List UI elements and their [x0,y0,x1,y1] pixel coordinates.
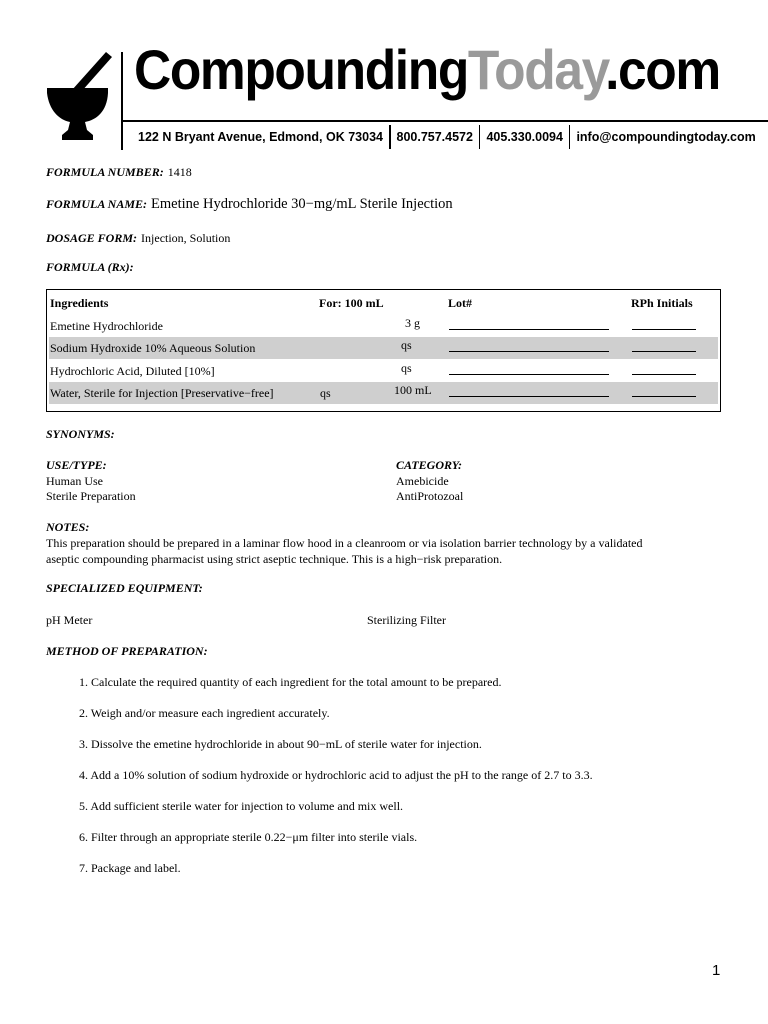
equipment-label: SPECIALIZED EQUIPMENT: [46,581,203,595]
lot-number-blank[interactable] [449,396,609,397]
ingredients-table [46,289,721,412]
method-step: 5. Add sufficient sterile water for injection to volume and mix well. [79,799,404,813]
method-step: 6. Filter through an appropriate sterile 0.22−μm filter into sterile vials. [79,830,418,844]
formula-name-field [46,195,453,213]
brand-name [134,38,720,101]
contact-phone-1: 800.757.4572 [396,130,473,144]
contact-email[interactable]: info@compoundingtoday.com [576,130,756,144]
ingredient-name: Emetine Hydrochloride [50,319,163,333]
use-type-value: Human Use [46,473,103,488]
use-type-block [46,458,136,505]
brand-name-suffix: .com [605,38,720,101]
column-header-ingredients: Ingredients [50,296,109,310]
rph-initials-blank[interactable] [632,329,696,330]
use-type-value: Sterile Preparation [46,489,136,503]
ingredient-name: Hydrochloric Acid, Diluted [10%] [50,364,215,378]
ingredient-name: Sodium Hydroxide 10% Aqueous Solution [50,341,256,355]
notes-label: NOTES: [46,520,90,534]
lot-number-blank[interactable] [449,351,609,352]
brand-name-part1: Compounding [134,38,468,101]
category-label: CATEGORY: [396,458,463,472]
method-step: 3. Dissolve the emetine hydrochloride in about 90−mL of sterile water for injection. [79,737,482,751]
table-row [49,360,718,382]
formula-rx-label: FORMULA (Rx): [46,260,134,274]
equipment-item: Sterilizing Filter [367,613,446,627]
column-header-quantity: For: 100 mL [319,296,384,310]
dosage-form-field [46,229,230,247]
ingredient-amount: qs [401,338,412,352]
notes-text-line: aseptic compounding pharmacist using strict aseptic technique. This is a high−risk preparation. [46,552,503,566]
category-value: Amebicide [396,473,449,488]
rph-initials-blank[interactable] [632,396,696,397]
rph-initials-blank[interactable] [632,374,696,375]
table-row [49,315,718,337]
contact-phone-2: 405.330.0094 [486,130,563,144]
dosage-form-label: DOSAGE FORM: [46,231,138,245]
contact-address: 122 N Bryant Avenue, Edmond, OK 73034 [138,130,383,144]
lot-number-blank[interactable] [449,374,609,375]
ingredient-name: Water, Sterile for Injection [Preservative−free] [50,386,274,400]
ingredient-amount: 100 mL [394,383,432,397]
notes-block [46,519,642,567]
header-divider [121,52,123,150]
formula-name-label: FORMULA NAME: [46,197,148,211]
page-number: 1 [712,962,721,979]
synonyms-label: SYNONYMS: [46,427,115,441]
ingredient-qs: qs [320,386,331,400]
column-header-lot: Lot# [448,296,472,310]
ingredient-amount: qs [401,361,412,375]
use-type-label: USE/TYPE: [46,458,107,472]
contact-bar [138,124,762,150]
category-value: AntiProtozoal [396,489,464,503]
mortar-pestle-logo-icon [44,50,116,153]
table-row [49,382,718,404]
notes-text-line: This preparation should be prepared in a laminar flow hood in a cleanroom or via isolation barrier technology by a validated [46,536,643,550]
rph-initials-blank[interactable] [632,351,696,352]
header-rule [122,120,768,122]
method-step: 7. Package and label. [79,861,181,875]
category-block [396,458,463,505]
method-label: METHOD OF PREPARATION: [46,644,208,658]
brand-name-accent: Today [467,38,606,101]
lot-number-blank[interactable] [449,329,609,330]
equipment-item: pH Meter [46,613,93,627]
ingredient-amount: 3 g [405,316,420,330]
table-row [49,337,718,359]
method-step: 2. Weigh and/or measure each ingredient accurately. [79,706,330,720]
column-header-rph-initials: RPh Initials [631,296,693,310]
formula-name-value: Emetine Hydrochloride 30−mg/mL Sterile Injection [151,196,453,212]
formula-number-field [46,163,192,181]
method-step: 1. Calculate the required quantity of each ingredient for the total amount to be prepared. [79,675,502,689]
dosage-form-value: Injection, Solution [141,231,231,245]
method-step: 4. Add a 10% solution of sodium hydroxide or hydrochloric acid to adjust the pH to the range of 2.7 to 3.3. [79,768,593,782]
formula-number-label: FORMULA NUMBER: [46,165,164,179]
formula-number-value: 1418 [167,165,192,179]
